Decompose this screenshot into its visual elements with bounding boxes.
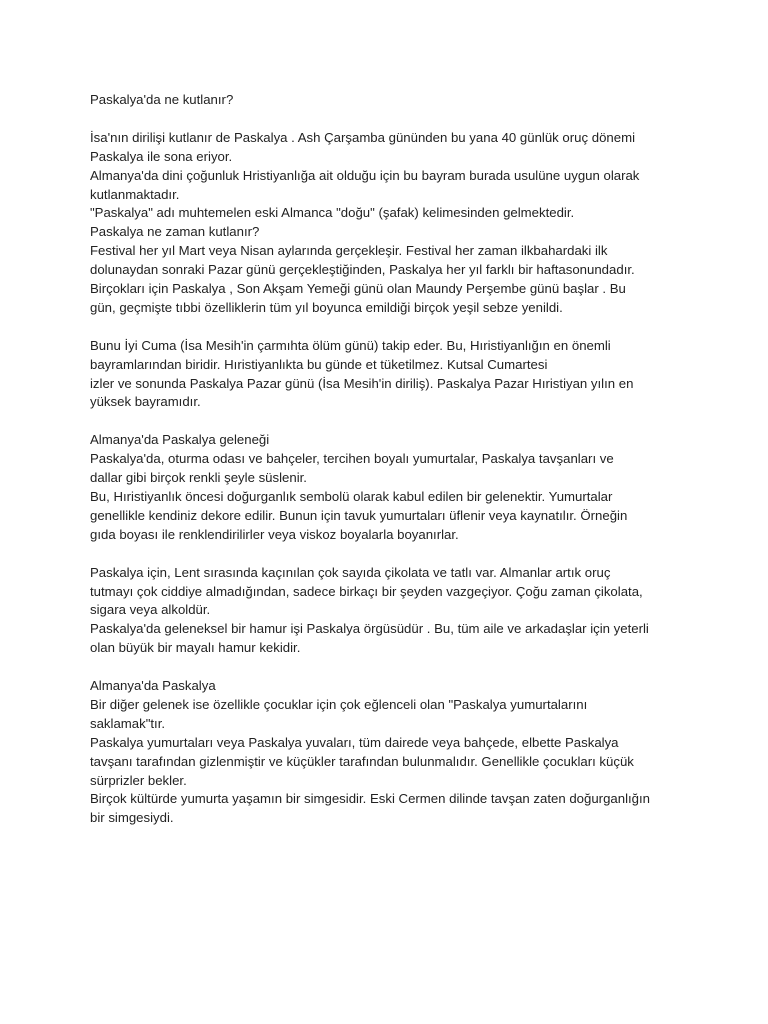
text-line: sigara veya alkoldür. — [90, 602, 211, 618]
text-line: olan büyük bir mayalı hamur kekidir. — [90, 640, 301, 656]
text-line: yüksek bayramıdır. — [90, 394, 201, 410]
document-page — [90, 91, 690, 847]
text-line: dallar gibi birçok renkli şeyle süslenir. — [90, 470, 307, 486]
text-line: izler ve sonunda Paskalya Pazar günü (İsa Mesih'in diriliş). Paskalya Pazar Hıristiyan yılın en — [90, 375, 634, 391]
text-line: Festival her yıl Mart veya Nisan aylarında gerçekleşir. Festival her zaman ilkbahardaki ilk — [90, 243, 608, 259]
text-line: "Paskalya" adı muhtemelen eski Almanca "doğu" (şafak) kelimesinden gelmektedir. — [90, 205, 575, 221]
paragraph — [90, 91, 690, 110]
text-line: genellikle kendiniz dekore edilir. Bunun için tavuk yumurtaları üflenir veya kaynatılır. Örneğin — [90, 507, 628, 523]
text-line: bir simgesiydi. — [90, 810, 174, 826]
text-line: tavşanı tarafından gizlenmiştir ve küçükler tarafından bulunmalıdır. Genellikle çocukları küçük — [90, 753, 634, 769]
text-line: kutlanmaktadır. — [90, 186, 180, 202]
text-line: Almanya'da Paskalya geleneği — [90, 432, 270, 448]
paragraph — [90, 337, 690, 413]
text-line: Bu, Hıristiyanlık öncesi doğurganlık sembolü olarak kabul edilen bir gelenektir. Yumurtalar — [90, 488, 613, 504]
paragraph — [90, 431, 690, 544]
text-line: Birçokları için Paskalya , Son Akşam Yemeği günü olan Maundy Perşembe günü başlar . Bu — [90, 281, 626, 297]
text-line: Paskalya için, Lent sırasında kaçınılan çok sayıda çikolata ve tatlı var. Almanlar artık oruç — [90, 564, 611, 580]
text-line: gün, geçmişte tıbbi özelliklerin tüm yıl boyunca emildiği birçok yeşil sebze yenildi. — [90, 299, 563, 315]
text-line: gıda boyası ile renklendirilirler veya viskoz boyalarla boyanırlar. — [90, 526, 459, 542]
paragraph — [90, 564, 690, 659]
text-line: Almanya'da dini çoğunluk Hristiyanlığa ait olduğu için bu bayram burada usulüne uygun olarak — [90, 167, 640, 183]
text-line: bayramlarından biridir. Hıristiyanlıkta bu günde et tüketilmez. Kutsal Cumartesi — [90, 356, 548, 372]
text-line: saklamak"tır. — [90, 715, 166, 731]
text-line: Paskalya ile sona eriyor. — [90, 148, 233, 164]
text-line: Birçok kültürde yumurta yaşamın bir simgesidir. Eski Cermen dilinde tavşan zaten doğurganlığın — [90, 791, 650, 807]
text-line: Bunu İyi Cuma (İsa Mesih'in çarmıhta ölüm günü) takip eder. Bu, Hıristiyanlığın en önemli — [90, 337, 611, 353]
paragraph — [90, 129, 690, 318]
text-line: Paskalya'da, oturma odası ve bahçeler, tercihen boyalı yumurtalar, Paskalya tavşanları ve — [90, 451, 614, 467]
text-line: dolunaydan sonraki Pazar günü gerçekleştiğinden, Paskalya her yıl farklı bir haftasonundadır. — [90, 262, 635, 278]
text-line: Paskalya'da ne kutlanır? — [90, 92, 234, 107]
text-line: Paskalya ne zaman kutlanır? — [90, 224, 260, 240]
text-line: Almanya'da Paskalya — [90, 678, 216, 694]
text-line: Paskalya yumurtaları veya Paskalya yuvaları, tüm dairede veya bahçede, elbette Paskalya — [90, 734, 619, 750]
paragraph — [90, 677, 690, 828]
text-line: Paskalya'da geleneksel bir hamur işi Paskalya örgüsüdür . Bu, tüm aile ve arkadaşlar için yeterli — [90, 621, 649, 637]
text-line: İsa'nın dirilişi kutlanır de Paskalya . Ash Çarşamba gününden bu yana 40 günlük oruç dönemi — [90, 129, 635, 145]
text-line: tutmayı çok ciddiye almadığından, sadece birkaçı bir şeyden vazgeçiyor. Çoğu zaman çikolata, — [90, 583, 643, 599]
text-line: Bir diğer gelenek ise özellikle çocuklar için çok eğlenceli olan "Paskalya yumurtalarını — [90, 696, 588, 712]
text-line: sürprizler bekler. — [90, 772, 187, 788]
